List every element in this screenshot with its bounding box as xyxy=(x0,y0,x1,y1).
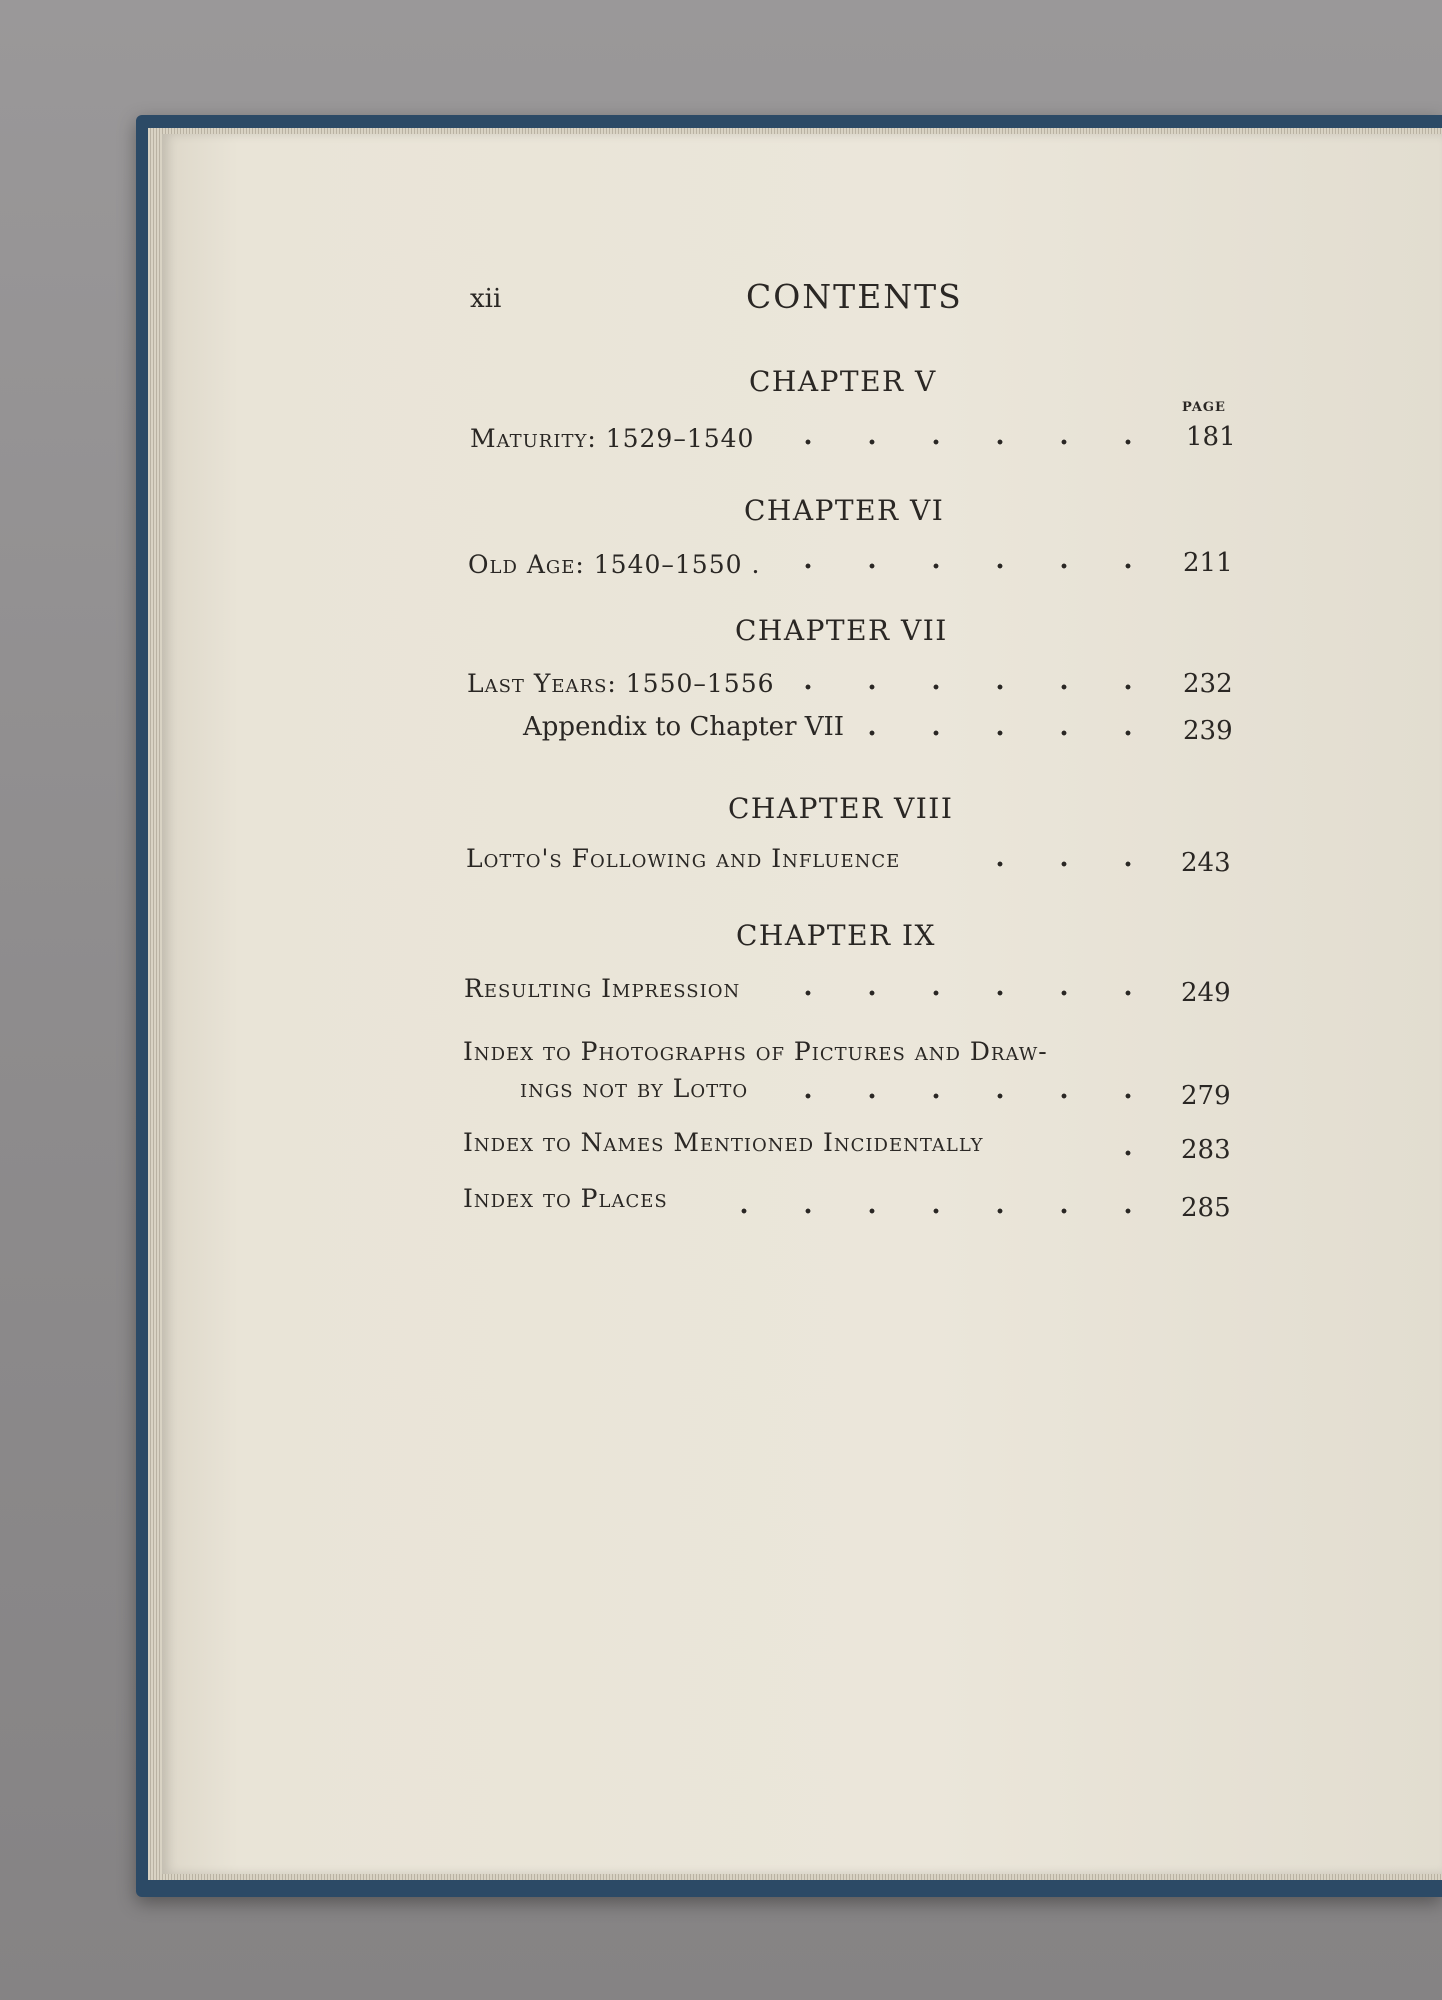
toc-index-title: Index to Names Mentioned Incidentally xyxy=(463,1128,984,1157)
toc-entry-page: 239 xyxy=(1183,716,1233,746)
toc-entry-page: 232 xyxy=(1183,669,1233,699)
toc-entry-title: Resulting Impression xyxy=(464,974,741,1003)
toc-entry-title: Maturity: 1529–1540 xyxy=(470,424,755,453)
toc-index-title: Index to Places xyxy=(463,1184,668,1213)
dot-leader xyxy=(1120,1150,1160,1156)
contents-title: CONTENTS xyxy=(746,277,963,316)
toc-index-title-continued: ings not by Lotto xyxy=(520,1074,749,1103)
toc-entry-page: 285 xyxy=(1181,1193,1231,1223)
toc-entry-page: 243 xyxy=(1181,848,1231,878)
page-column-label: PAGE xyxy=(1182,400,1226,415)
toc-entry-title: Lotto's Following and Influence xyxy=(466,844,901,873)
chapter-heading: CHAPTER IX xyxy=(736,919,936,952)
dot-leader xyxy=(736,1208,1160,1214)
dot-leader xyxy=(864,730,1160,736)
toc-entry-page: 279 xyxy=(1181,1081,1231,1111)
toc-entry-page: 249 xyxy=(1181,978,1231,1008)
chapter-heading: CHAPTER V xyxy=(749,365,937,398)
dot-leader xyxy=(992,861,1160,867)
dot-leader xyxy=(800,684,1160,690)
toc-index-title: Index to Photographs of Pictures and Draw- xyxy=(463,1037,1048,1066)
toc-subentry-title: Appendix to Chapter VII xyxy=(523,712,845,742)
toc-entry-page: 283 xyxy=(1181,1135,1231,1165)
toc-entry-page: 211 xyxy=(1183,548,1233,578)
dot-leader xyxy=(800,439,1160,445)
dot-leader xyxy=(800,1093,1160,1099)
page-folio: xii xyxy=(470,284,502,314)
chapter-heading: CHAPTER VIII xyxy=(728,792,954,825)
toc-entry-title: Old Age: 1540–1550 . xyxy=(468,550,761,579)
dot-leader xyxy=(800,563,1160,569)
chapter-heading: CHAPTER VI xyxy=(744,494,945,527)
dot-leader xyxy=(800,990,1160,996)
toc-entry-title: Last Years: 1550–1556 xyxy=(467,669,775,698)
toc-entry-page: 181 xyxy=(1186,422,1236,452)
chapter-heading: CHAPTER VII xyxy=(735,614,948,647)
